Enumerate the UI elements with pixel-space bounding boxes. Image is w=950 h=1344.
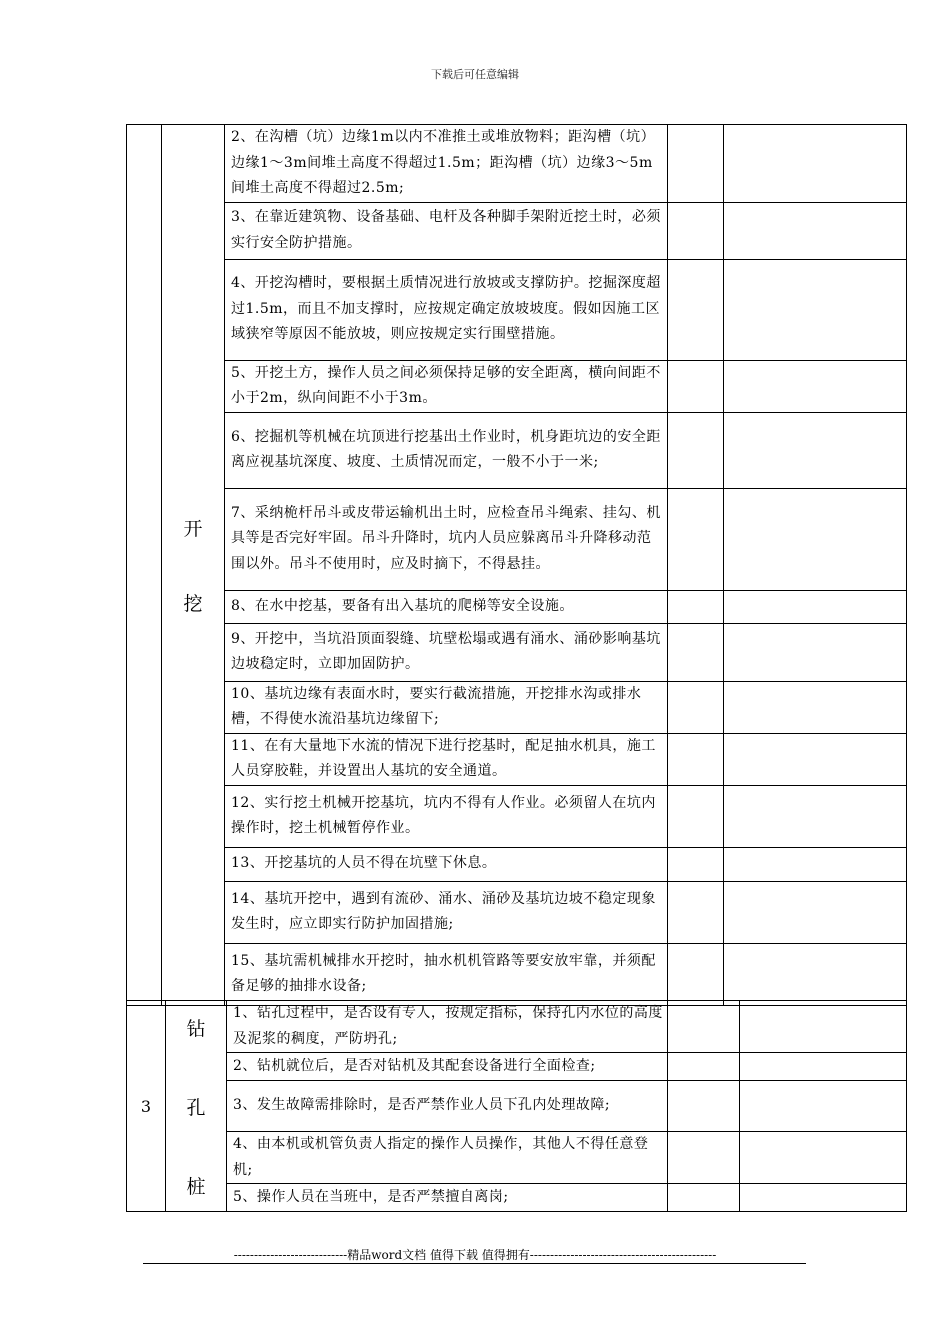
remark-cell (724, 202, 907, 259)
bored-pile-table (126, 1000, 907, 1212)
table-row (127, 1053, 907, 1081)
table-row (127, 1184, 907, 1212)
check-cell (668, 1001, 740, 1053)
remark-cell (740, 1001, 907, 1053)
remark-cell (724, 360, 907, 412)
requirement-text: 13、开挖基坑的人员不得在坑壁下休息。 (225, 847, 668, 881)
requirement-text: 2、钻机就位后，是否对钻机及其配套设备进行全面检查; (227, 1053, 668, 1081)
remark-cell (724, 881, 907, 943)
remark-cell (740, 1081, 907, 1132)
requirement-text: 7、采纳桅杆吊斗或皮带运输机出土时，应检查吊斗绳索、挂勾、机具等是否完好牢固。吊斗升降时，坑内人员应躲离吊斗升降移动范围以外。吊斗不使用时，应及时摘下，不得悬挂。 (225, 488, 668, 590)
table-row (127, 847, 907, 881)
table-row (127, 881, 907, 943)
remark-cell (724, 125, 907, 203)
excavation-table (126, 124, 907, 1006)
table-row (127, 360, 907, 412)
requirement-text: 8、在水中挖基，要备有出入基坑的爬梯等安全设施。 (225, 590, 668, 623)
page-footer: ----------------------------精品word文档 值得下载 值得拥有---------------------------------------------- (233, 1248, 717, 1262)
category-char: 孔 (186, 1096, 206, 1119)
check-cell (668, 125, 724, 203)
table-row (127, 623, 907, 681)
requirement-text: 11、在有大量地下水流的情况下进行挖基时，配足抽水机具，施工人员穿胶鞋，并设置出人基坑的安全通道。 (225, 733, 668, 785)
requirement-text: 2、在沟槽（坑）边缘1m以内不准推土或堆放物料；距沟槽（坑）边缘1～3m间堆土高度不得超过1.5m；距沟槽（坑）边缘3～5m间堆土高度不得超过2.5m; (225, 125, 668, 203)
requirement-text: 3、在靠近建筑物、设备基础、电杆及各种脚手架附近挖土时，必须实行安全防护措施。 (225, 202, 668, 259)
table-row (127, 125, 907, 203)
check-cell (668, 360, 724, 412)
footer-rule (143, 1263, 806, 1264)
category-char: 桩 (186, 1175, 206, 1198)
requirement-text: 15、基坑需机械排水开挖时，抽水机机管路等要安放牢靠，并须配备足够的抽排水设备; (225, 943, 668, 1005)
remark-cell (724, 681, 907, 733)
requirement-text: 5、开挖土方，操作人员之间必须保持足够的安全距离，横向间距不小于2m，纵向间距不小于3m。 (225, 360, 668, 412)
check-cell (668, 881, 724, 943)
remark-cell (724, 623, 907, 681)
check-cell (668, 681, 724, 733)
check-cell (668, 733, 724, 785)
table-row (127, 488, 907, 590)
requirement-text: 4、开挖沟槽时，要根据土质情况进行放坡或支撑防护。挖掘深度超过1.5m，而且不加支撑时，应按规定确定放坡坡度。假如因施工区域狭窄等原因不能放坡，则应按规定实行围壁措施。 (225, 259, 668, 360)
table-row (127, 1132, 907, 1184)
check-cell (668, 488, 724, 590)
remark-cell (724, 412, 907, 488)
category-cell (166, 1001, 227, 1212)
table-row (127, 681, 907, 733)
check-cell (668, 202, 724, 259)
category-char: 挖 (183, 592, 203, 615)
table-row (127, 785, 907, 847)
remark-cell (724, 943, 907, 1005)
remark-cell (724, 488, 907, 590)
requirement-text: 5、操作人员在当班中，是否严禁擅自离岗; (227, 1184, 668, 1212)
table-row (127, 590, 907, 623)
page-header: 下载后可任意编辑 (431, 68, 519, 81)
table-row (127, 1001, 907, 1053)
remark-cell (724, 259, 907, 360)
requirement-text: 10、基坑边缘有表面水时，要实行截流措施，开挖排水沟或排水槽，不得使水流沿基坑边缘留下; (225, 681, 668, 733)
table-row (127, 1081, 907, 1132)
table-row (127, 733, 907, 785)
requirement-text: 4、由本机或机管负责人指定的操作人员操作，其他人不得任意登机; (227, 1132, 668, 1184)
section-number: 3 (127, 1001, 166, 1212)
requirement-text: 1、钻孔过程中，是否设有专人，按规定指标，保持孔内水位的高度及泥浆的稠度，严防坍孔; (227, 1001, 668, 1053)
remark-cell (740, 1184, 907, 1212)
remark-cell (724, 847, 907, 881)
check-cell (668, 590, 724, 623)
category-char: 钻 (186, 1017, 206, 1040)
check-cell (668, 785, 724, 847)
remark-cell (724, 590, 907, 623)
check-cell (668, 1053, 740, 1081)
table-row (127, 943, 907, 1005)
table-row (127, 202, 907, 259)
category-cell (162, 125, 225, 1006)
check-cell (668, 1132, 740, 1184)
table-row (127, 259, 907, 360)
remark-cell (724, 733, 907, 785)
check-cell (668, 847, 724, 881)
requirement-text: 12、实行挖土机械开挖基坑，坑内不得有人作业。必须留人在坑内操作时，挖土机械暂停作业。 (225, 785, 668, 847)
check-cell (668, 412, 724, 488)
remark-cell (724, 785, 907, 847)
check-cell (668, 623, 724, 681)
check-cell (668, 943, 724, 1005)
table-row (127, 412, 907, 488)
remark-cell (740, 1053, 907, 1081)
remark-cell (740, 1132, 907, 1184)
check-cell (668, 1184, 740, 1212)
check-cell (668, 1081, 740, 1132)
category-char: 开 (183, 517, 203, 540)
check-cell (668, 259, 724, 360)
requirement-text: 14、基坑开挖中，遇到有流砂、涌水、涌砂及基坑边坡不稳定现象发生时，应立即实行防护加固措施; (225, 881, 668, 943)
requirement-text: 6、挖掘机等机械在坑顶进行挖基出土作业时，机身距坑边的安全距离应视基坑深度、坡度、土质情况而定，一般不小于一米; (225, 412, 668, 488)
number-cell (127, 125, 162, 1006)
requirement-text: 3、发生故障需排除时，是否严禁作业人员下孔内处理故障; (227, 1081, 668, 1132)
requirement-text: 9、开挖中，当坑沿顶面裂缝、坑壁松塌或遇有涌水、涌砂影响基坑边坡稳定时，立即加固防护。 (225, 623, 668, 681)
